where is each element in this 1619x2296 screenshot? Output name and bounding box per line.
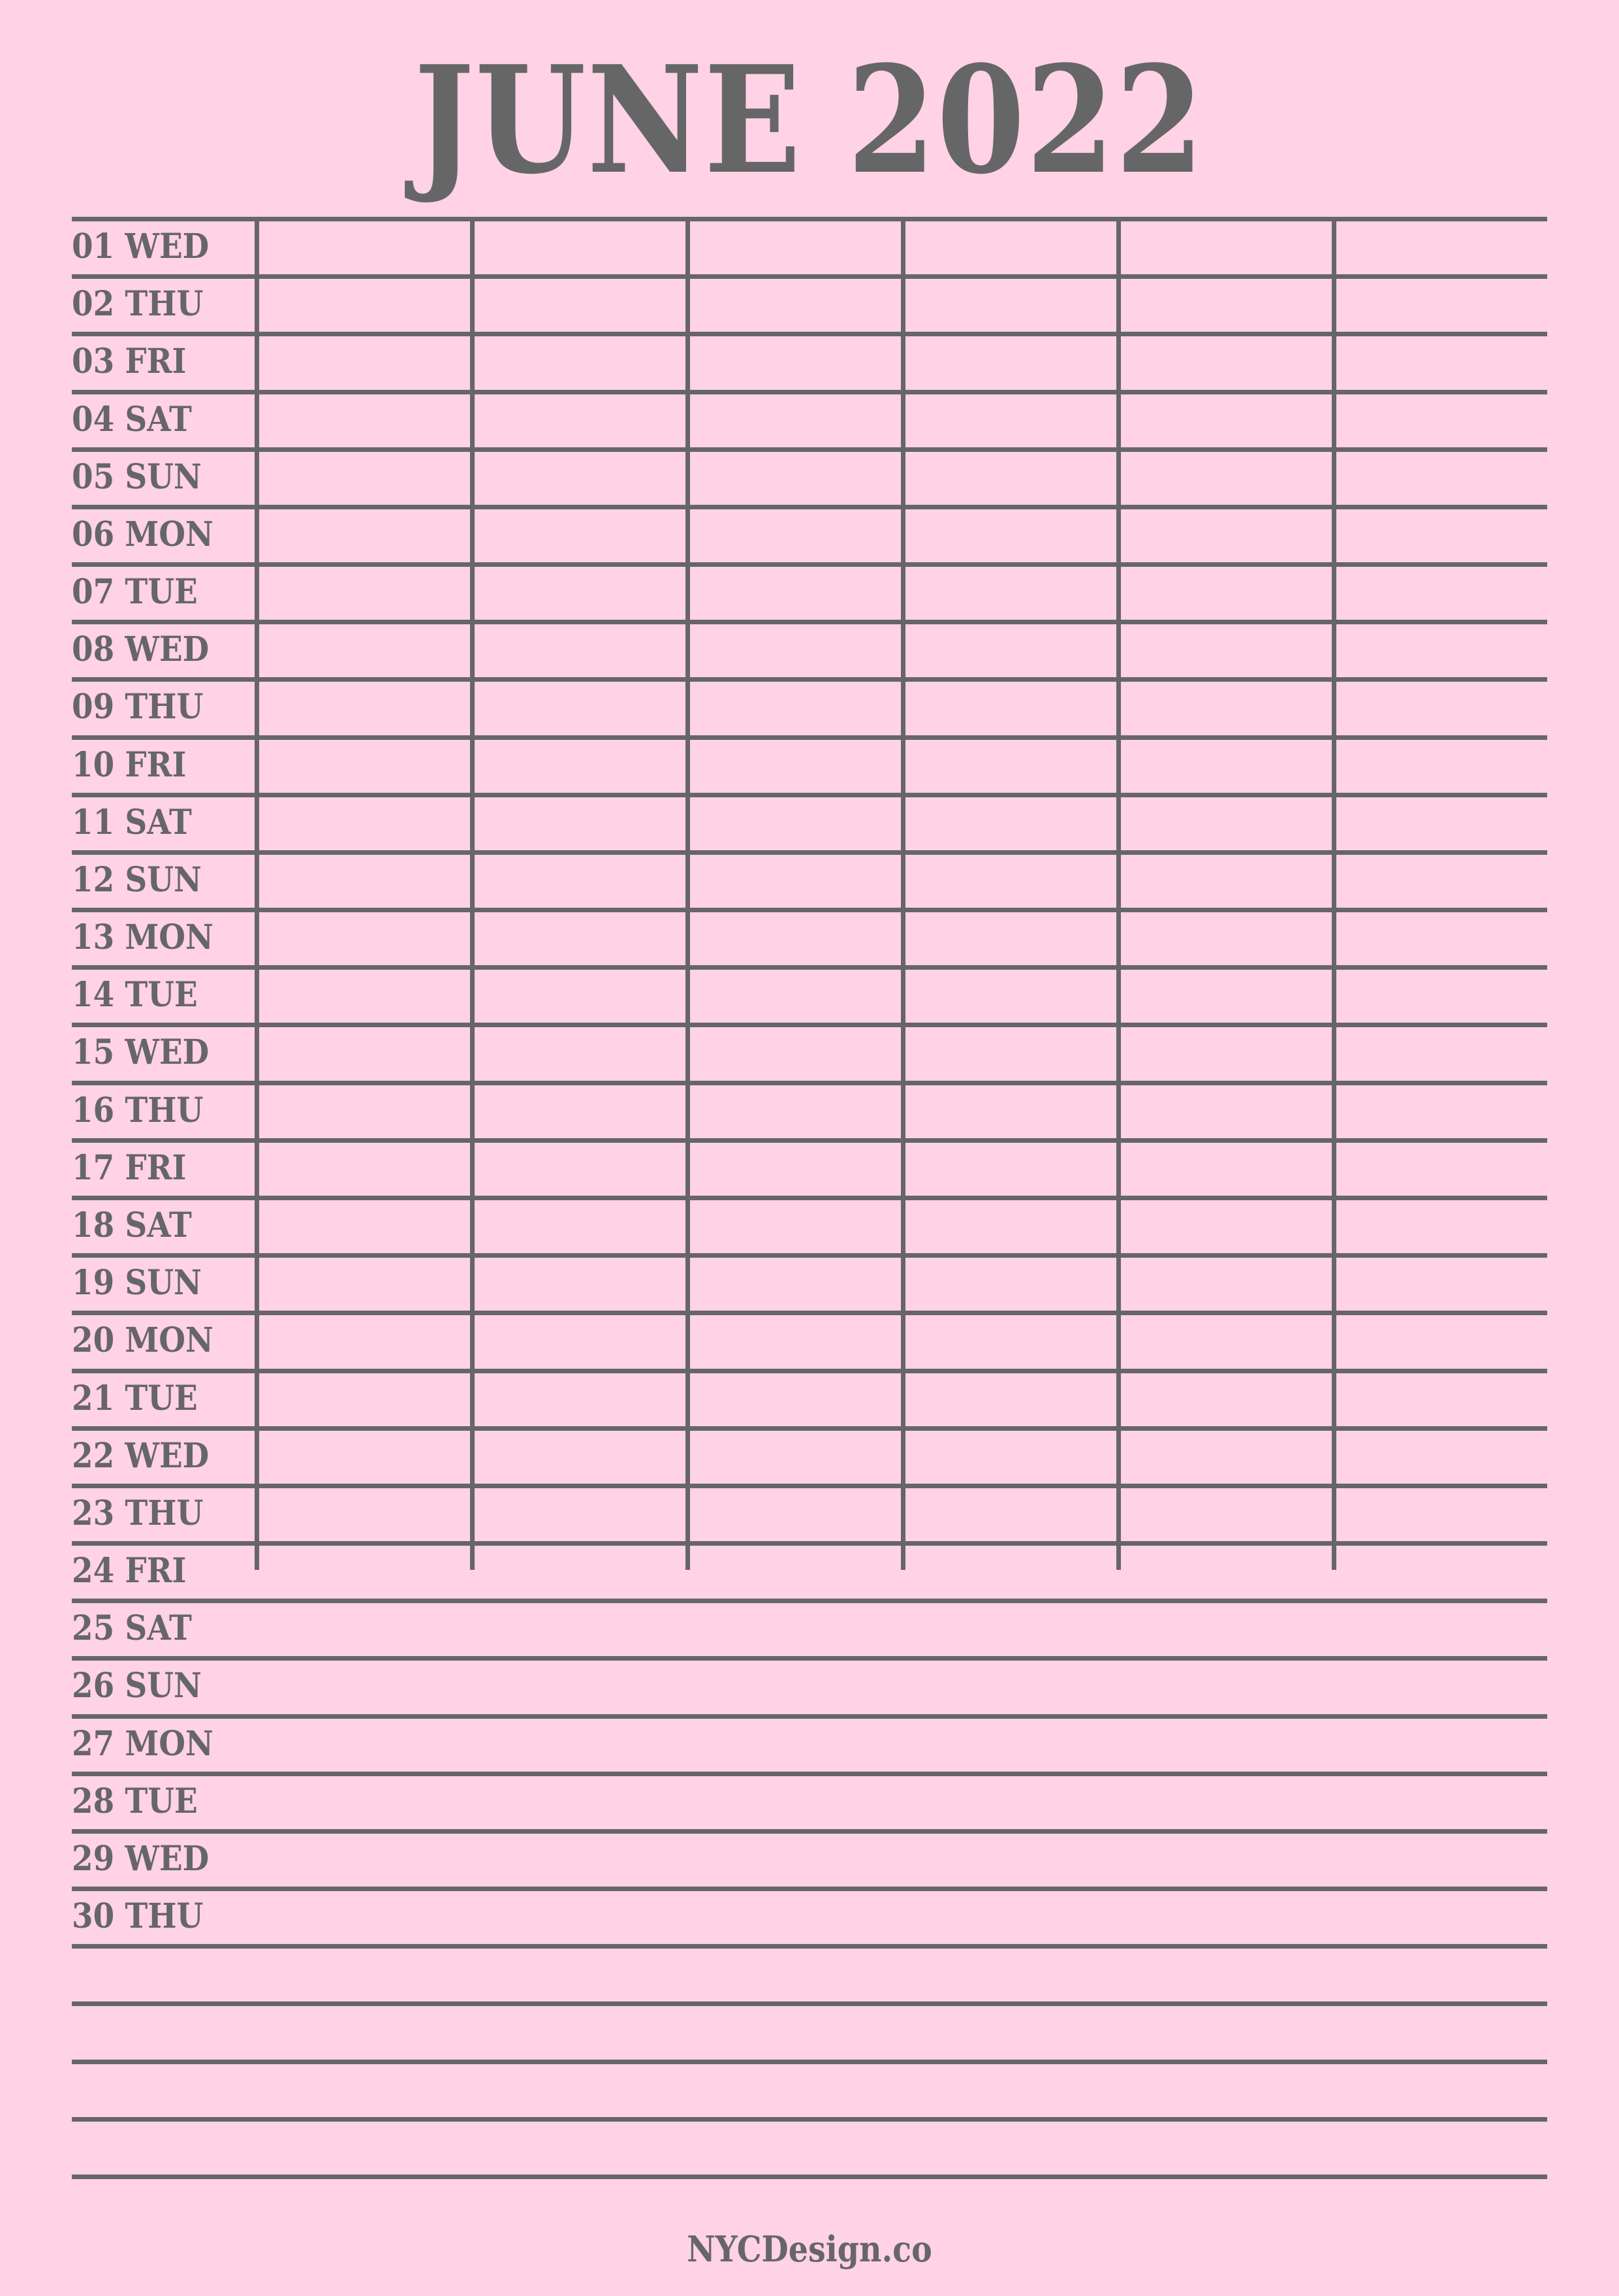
row-rule bbox=[72, 1714, 1547, 1719]
day-label: 05 SUN bbox=[72, 457, 202, 497]
column-divider bbox=[1332, 217, 1336, 1570]
row-rule bbox=[72, 1081, 1547, 1085]
row-rule bbox=[72, 1426, 1547, 1431]
day-label: 25 SAT bbox=[72, 1608, 192, 1648]
day-label: 19 SUN bbox=[72, 1263, 202, 1303]
day-label: 08 WED bbox=[72, 630, 210, 669]
row-rule bbox=[72, 1772, 1547, 1776]
page-title: JUNE 2022 bbox=[414, 34, 1205, 207]
footer-credit: NYCDesign.co bbox=[687, 2228, 932, 2270]
row-rule bbox=[72, 677, 1547, 682]
day-label: 21 TUE bbox=[72, 1379, 198, 1418]
row-rule bbox=[72, 332, 1547, 336]
day-label: 11 SAT bbox=[72, 803, 192, 842]
day-label: 07 TUE bbox=[72, 572, 198, 612]
row-rule bbox=[72, 390, 1547, 394]
row-rule bbox=[72, 1829, 1547, 1834]
day-label: 16 THU bbox=[72, 1091, 204, 1130]
row-rule bbox=[72, 217, 1547, 221]
row-rule bbox=[72, 1656, 1547, 1661]
row-rule bbox=[72, 1311, 1547, 1315]
column-divider bbox=[1116, 217, 1121, 1570]
day-label: 14 TUE bbox=[72, 975, 198, 1015]
row-rule bbox=[72, 1541, 1547, 1546]
column-divider bbox=[685, 217, 690, 1570]
row-rule bbox=[72, 965, 1547, 970]
row-rule bbox=[72, 1599, 1547, 1603]
row-rule bbox=[72, 2060, 1547, 2064]
row-rule bbox=[72, 2001, 1547, 2006]
row-rule bbox=[72, 1196, 1547, 1200]
day-label: 27 MON bbox=[72, 1724, 213, 1764]
day-label: 13 MON bbox=[72, 917, 213, 957]
day-label: 29 WED bbox=[72, 1839, 210, 1879]
day-label: 18 SAT bbox=[72, 1205, 192, 1245]
day-label: 06 MON bbox=[72, 515, 213, 554]
row-rule bbox=[72, 1138, 1547, 1143]
row-rule bbox=[72, 735, 1547, 740]
row-rule bbox=[72, 562, 1547, 567]
day-label: 02 THU bbox=[72, 284, 204, 324]
day-label: 12 SUN bbox=[72, 860, 202, 900]
row-rule bbox=[72, 1887, 1547, 1891]
row-rule bbox=[72, 1944, 1547, 1949]
row-rule bbox=[72, 447, 1547, 452]
row-rule bbox=[72, 620, 1547, 624]
row-rule bbox=[72, 2175, 1547, 2179]
day-label: 26 SUN bbox=[72, 1666, 202, 1706]
row-rule bbox=[72, 1369, 1547, 1373]
row-rule bbox=[72, 1484, 1547, 1488]
row-rule bbox=[72, 2117, 1547, 2122]
day-label: 23 THU bbox=[72, 1493, 204, 1533]
row-rule bbox=[72, 505, 1547, 509]
row-rule bbox=[72, 850, 1547, 855]
day-label: 09 THU bbox=[72, 687, 204, 727]
day-label: 15 WED bbox=[72, 1032, 210, 1072]
row-rule bbox=[72, 1023, 1547, 1027]
day-label: 17 FRI bbox=[72, 1148, 187, 1188]
column-divider bbox=[901, 217, 905, 1570]
row-rule bbox=[72, 274, 1547, 279]
row-rule bbox=[72, 1253, 1547, 1258]
day-label: 04 SAT bbox=[72, 400, 192, 439]
day-label: 22 WED bbox=[72, 1436, 210, 1476]
day-label: 24 FRI bbox=[72, 1551, 187, 1591]
day-label: 30 THU bbox=[72, 1896, 204, 1936]
column-divider bbox=[470, 217, 475, 1570]
day-label: 03 FRI bbox=[72, 342, 187, 381]
column-divider bbox=[255, 217, 259, 1570]
day-label: 10 FRI bbox=[72, 745, 187, 785]
row-rule bbox=[72, 908, 1547, 912]
day-label: 28 TUE bbox=[72, 1781, 198, 1821]
day-label: 20 MON bbox=[72, 1320, 213, 1360]
day-label: 01 WED bbox=[72, 227, 210, 266]
row-rule bbox=[72, 793, 1547, 797]
